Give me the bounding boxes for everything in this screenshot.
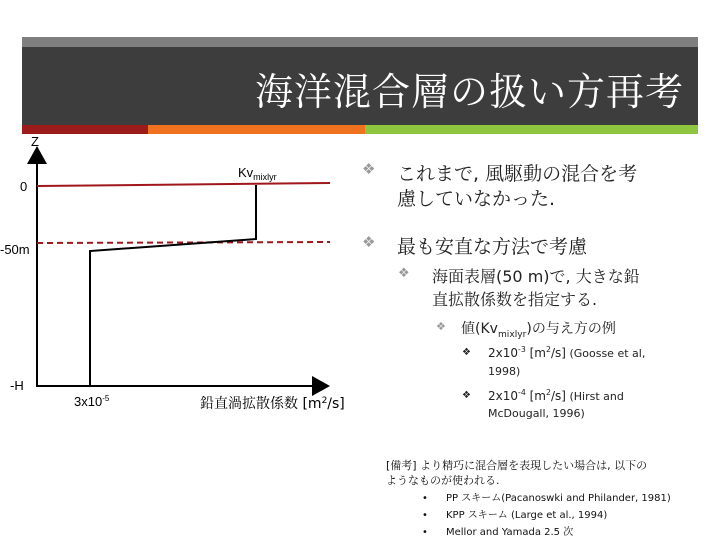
remark-line-2: ようなものが使われる. — [386, 474, 500, 487]
remark-line-1: [備考] より精巧に混合層を表現したい場合は, 以下の — [386, 459, 648, 472]
dot-icon: • — [422, 527, 428, 538]
diamond-cluster-icon: ❖ — [362, 233, 376, 251]
z-axis-label: Z — [31, 134, 39, 149]
diamond-cluster-icon: ❖ — [362, 160, 376, 178]
surface-line — [37, 183, 330, 186]
remark-note — [386, 458, 716, 541]
mixing-profile-diagram — [0, 130, 390, 420]
x-axis-label: 鉛直渦拡散係数 $[m^2/s]$ — [200, 396, 345, 412]
accent-stripe-green — [365, 125, 698, 134]
bullet-2a-line-1: 海面表層(50 m)で, 大きな鉛 — [432, 267, 640, 286]
bullet-2b: 値$(Kv_{mixlyr})$の与え方の例 — [461, 321, 616, 340]
kv-mixlyr-label: $Kv_{mixlyr}$ — [238, 165, 277, 182]
example-1-line-2: 1998) — [488, 365, 521, 378]
diamond-cluster-icon: ❖ — [462, 347, 471, 358]
mld-dashed-line — [37, 242, 330, 243]
header-top-bar — [22, 37, 698, 47]
bullet-2a-line-2: 直拡散係数を指定する. — [432, 290, 598, 309]
example-1-line-1: $2x10^{-3}$ $[m^2/s]$ (Goosse et al, — [488, 345, 646, 360]
mld-label: -50m — [0, 242, 30, 257]
scheme-list — [386, 490, 716, 541]
diamond-cluster-icon: ❖ — [398, 266, 410, 281]
list-item: • KPP スキーム (Large et al., 1994) — [386, 507, 716, 524]
dot-icon: • — [422, 493, 428, 504]
kv-profile-line — [90, 185, 256, 386]
bullet-2: 最も安直な方法で考慮 — [397, 236, 588, 258]
diamond-cluster-icon: ❖ — [462, 390, 471, 401]
kv-background-label: $3x10^{-5}$ — [74, 394, 110, 409]
list-item: • PP スキーム(Pacanoswki and Philander, 1981) — [386, 490, 716, 507]
zero-label: 0 — [20, 179, 28, 194]
diamond-cluster-icon: ❖ — [436, 320, 446, 333]
example-2-line-2: McDougall, 1996) — [488, 407, 585, 420]
bullet-1-line-2: 慮していなかった. — [397, 188, 556, 210]
title-bar — [22, 47, 698, 125]
bottom-label: -H — [10, 378, 24, 393]
slide-title: 海洋混合層の扱い方再考 — [254, 70, 684, 114]
bullet-1-line-1: これまで, 風駆動の混合を考 — [397, 163, 638, 185]
dot-icon: • — [422, 510, 428, 521]
example-2-line-1: $2x10^{-4}$ $[m^2/s]$ (Hirst and — [488, 388, 624, 403]
list-item: • Mellor and Yamada 2.5 次 — [386, 524, 716, 541]
